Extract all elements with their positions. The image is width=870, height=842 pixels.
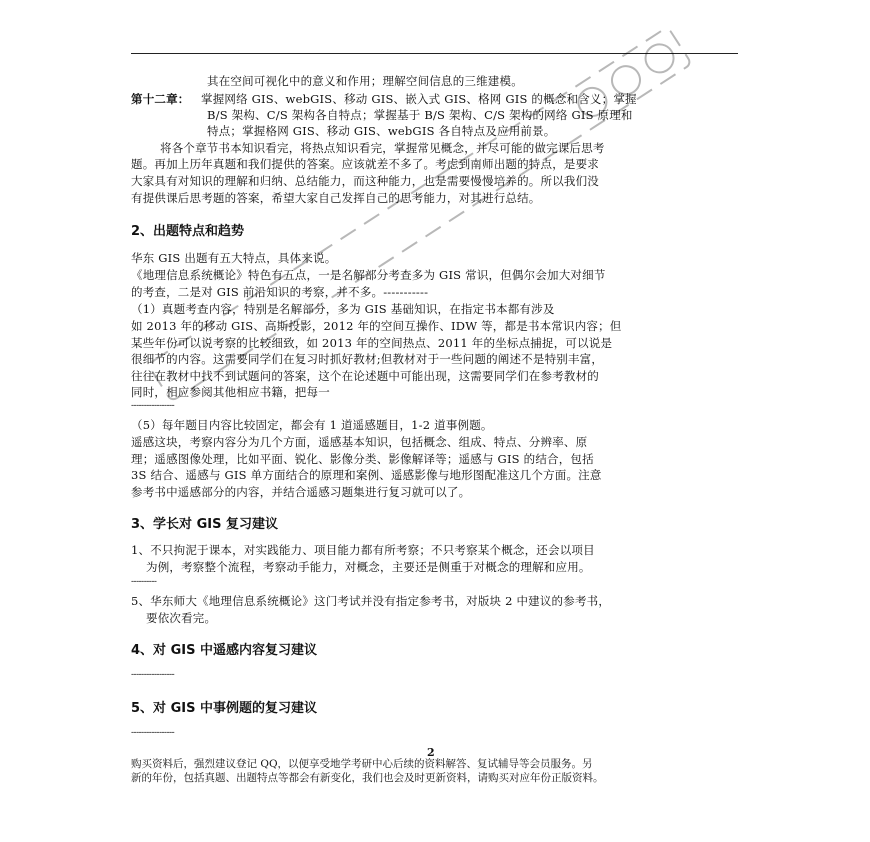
text-line: B/S 架构、C/S 架构各自特点；掌握基于 B/S 架构、C/S 架构的网络 GIS 原理和 bbox=[207, 108, 633, 122]
text-line: 往往在教材中找不到试题问的答案，这个在论述题中可能出现，这需要同学们在参考教材的 bbox=[131, 369, 599, 383]
footer-line: 购买资料后，强烈建议登记 QQ，以便享受地学考研中心后续的资料解答、复试辅导等会员服务。另 bbox=[131, 758, 593, 770]
watermark-shape bbox=[140, 11, 709, 410]
text-line: 其在空间可视化中的意义和作用；理解空间信息的三维建模。 bbox=[207, 74, 523, 88]
text-line: 5、华东师大《地理信息系统概论》这门考试并没有指定参考书，对版块 2 中建议的参考书， bbox=[131, 594, 611, 608]
text-line: 很细节的内容。这需要同学们在复习时抓好教材;但教材对于一些问题的阐述不是特别丰富， bbox=[131, 352, 604, 366]
text-line: 大家具有对知识的理解和归纳、总结能力，而这种能力，也是需要慢慢培养的。所以我们没 bbox=[131, 174, 599, 188]
section-heading: 5、对 GIS 中事例题的复习建议 bbox=[131, 701, 317, 716]
text-line: 遥感这块，考察内容分为几个方面，遥感基本知识，包括概念、组成、特点、分辨率、原 bbox=[131, 435, 588, 449]
section-heading: 4、对 GIS 中遥感内容复习建议 bbox=[131, 643, 317, 658]
text-line: 同时，相应参阅其他相应书籍，把每一 bbox=[131, 385, 330, 399]
ellipsis-line: ----------------- bbox=[131, 728, 175, 738]
footer-line: 新的年份，包括真题、出题特点等都会有新变化，我们也会及时更新资料，请购买对应年份正版资料。 bbox=[131, 772, 604, 784]
ellipsis-line: ---------- bbox=[131, 577, 157, 587]
text-line: 要依次看完。 bbox=[146, 611, 217, 625]
text-line: 1、不只拘泥于课本，对实践能力、项目能力都有所考察；不只考察某个概念，还会以项目 bbox=[131, 543, 595, 557]
text-line: 掌握网络 GIS、webGIS、移动 GIS、嵌入式 GIS、格网 GIS 的概念和含义；掌握 bbox=[201, 92, 637, 106]
text-line: 题。再加上历年真题和我们提供的答案。应该就差不多了。考虑到南师出题的特点，是要求 bbox=[131, 157, 599, 171]
text-line: 将各个章节书本知识看完，将热点知识看完，掌握常见概念，并尽可能的做完课后思考 bbox=[160, 141, 605, 155]
section-heading: 2、出题特点和趋势 bbox=[131, 224, 245, 239]
text-line: 有提供课后思考题的答案，希望大家自己发挥自己的思考能力，对其进行总结。 bbox=[131, 191, 541, 205]
text-line: 某些年份可以说考察的比较细致，如 2013 年的空间热点、2011 年的坐标点捕捉，可以说是 bbox=[131, 336, 613, 350]
text-line: 华东 GIS 出题有五大特点，具体来说。 bbox=[131, 251, 337, 265]
text-line: 《地理信息系统概论》特色有五点，一是名解部分考查多为 GIS 常识，但偶尔会加大对细节 bbox=[131, 268, 606, 282]
text-line: 理；遥感图像处理，比如平面、锐化、影像分类、影像解译等；遥感与 GIS 的结合，包括 bbox=[131, 452, 594, 466]
text-line: （5）每年题目内容比较固定，都会有 1 道遥感题目，1-2 道事例题。 bbox=[131, 418, 493, 432]
ellipsis-line: ----------------- bbox=[131, 401, 175, 411]
text-line: 参考书中遥感部分的内容，并结合遥感习题集进行复习就可以了。 bbox=[131, 485, 471, 499]
text-line: 如 2013 年的移动 GIS、高斯投影，2012 年的空间互操作、IDW 等，都是书本常识内容；但 bbox=[131, 319, 622, 333]
text-line: 特点；掌握格网 GIS、移动 GIS、webGIS 各自特点及应用前景。 bbox=[207, 124, 556, 138]
ellipsis-line: ----------------- bbox=[131, 670, 175, 680]
section-heading: 3、学长对 GIS 复习建议 bbox=[131, 517, 278, 532]
text-line: （1）真题考查内容，特别是名解部分，多为 GIS 基础知识，在指定书本都有涉及 bbox=[131, 302, 555, 316]
text-line: 3S 结合、遥感与 GIS 单方面结合的原理和案例、遥感影像与地形图配准这几个方面。注意 bbox=[131, 468, 602, 482]
text-line: 的考查，二是对 GIS 前沿知识的考察，并不多。----------- bbox=[131, 285, 429, 299]
chapter-label: 第十二章： bbox=[131, 92, 190, 106]
page-number: 2 bbox=[427, 746, 435, 759]
text-line: 为例，考察整个流程，考察动手能力，对概念，主要还是侧重于对概念的理解和应用。 bbox=[146, 560, 591, 574]
